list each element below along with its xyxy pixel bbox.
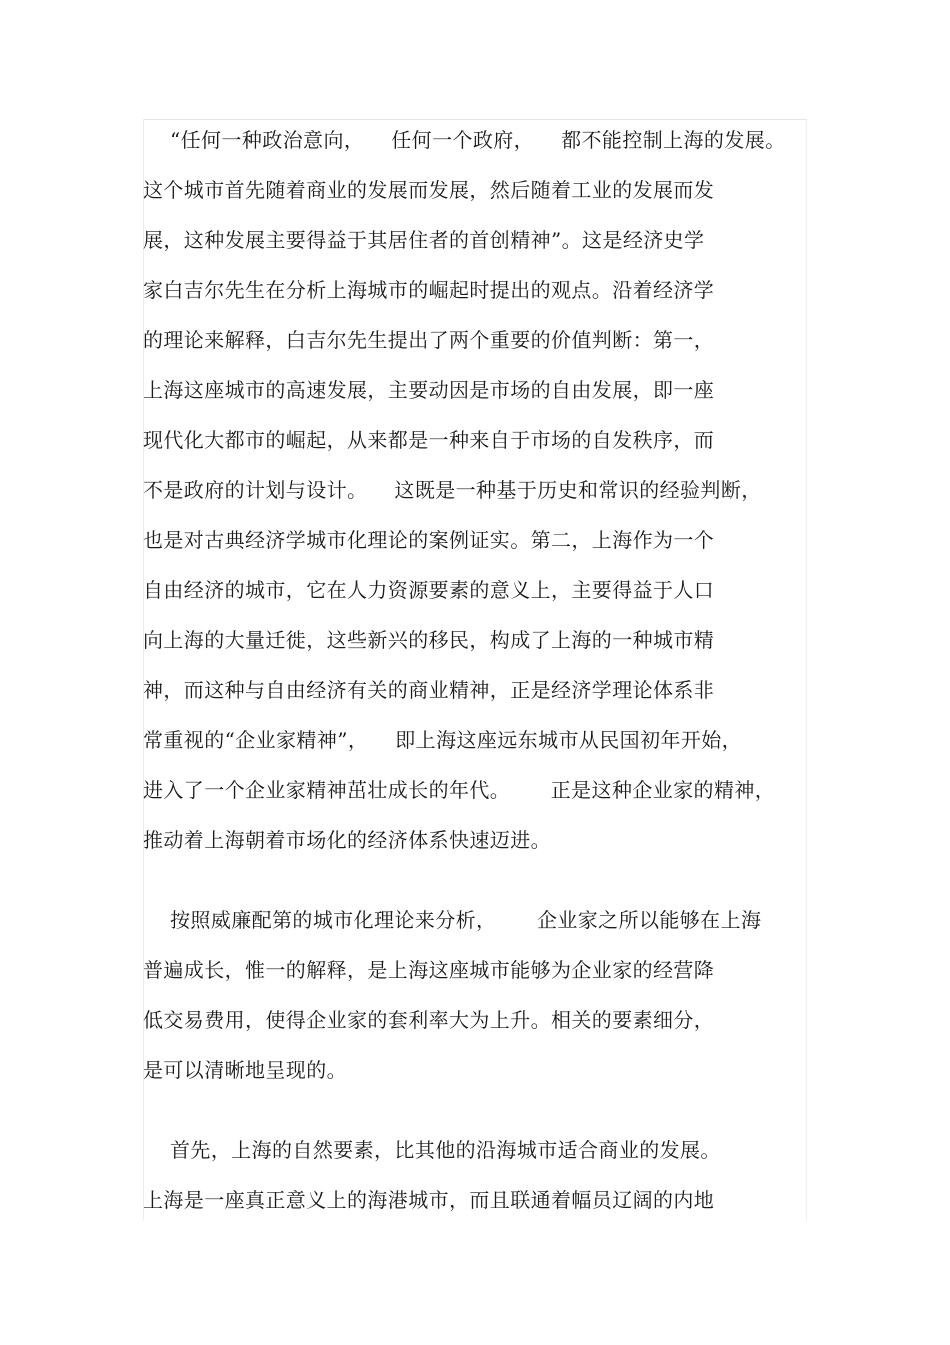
paragraph-2-line-3: 低交易费用，使得企业家的套利率大为上升。相关的要素细分， bbox=[143, 1008, 715, 1032]
paragraph-1-line-13: 常重视的“企业家精神”， 即上海这座远东城市从民国初年开始， bbox=[143, 728, 743, 752]
paragraph-2-line-2: 普遍成长，惟一的解释，是上海这座城市能够为企业家的经营降 bbox=[143, 958, 715, 982]
paragraph-1-line-2: 这个城市首先随着商业的发展而发展，然后随着工业的发展而发 bbox=[143, 178, 715, 202]
paragraph-1-line-7: 现代化大都市的崛起，从来都是一种来自于市场的自发秩序，而 bbox=[143, 428, 715, 452]
paragraph-1-line-12: 神，而这种与自由经济有关的商业精神，正是经济学理论体系非 bbox=[143, 678, 715, 702]
paragraph-1-line-8: 不是政府的计划与设计。 这既是一种基于历史和常识的经验判断， bbox=[143, 478, 762, 502]
paragraph-2-line-4: 是可以清晰地呈现的。 bbox=[143, 1058, 347, 1082]
paragraph-1-line-11: 向上海的大量迁徙，这些新兴的移民，构成了上海的一种城市精 bbox=[143, 628, 715, 652]
paragraph-1-line-9: 也是对古典经济学城市化理论的案例证实。第二，上海作为一个 bbox=[143, 528, 715, 552]
paragraph-1-line-15: 推动着上海朝着市场化的经济体系快速迈进。 bbox=[143, 828, 551, 852]
paragraph-1-line-5: 的理论来解释，白吉尔先生提出了两个重要的价值判断：第一， bbox=[143, 328, 715, 352]
paragraph-3-line-1: 首先，上海的自然要素，比其他的沿海城市适合商业的发展。 bbox=[143, 1138, 721, 1162]
paragraph-1-line-4: 家白吉尔先生在分析上海城市的崛起时提出的观点。沿着经济学 bbox=[143, 278, 715, 302]
paragraph-1-line-14: 进入了一个企业家精神茁壮成长的年代。 正是这种企业家的精神， bbox=[143, 778, 776, 802]
paragraph-1-line-3: 展，这种发展主要得益于其居住者的首创精神”。这是经济史学 bbox=[143, 228, 705, 252]
paragraph-3-line-2: 上海是一座真正意义上的海港城市，而且联通着幅员辽阔的内地 bbox=[143, 1188, 715, 1212]
paragraph-1-line-6: 上海这座城市的高速发展，主要动因是市场的自由发展，即一座 bbox=[143, 378, 715, 402]
paragraph-1-line-10: 自由经济的城市，它在人力资源要素的意义上，主要得益于人口 bbox=[143, 578, 715, 602]
paragraph-2-line-1: 按照威廉配第的城市化理论来分析， 企业家之所以能够在上海 bbox=[143, 908, 762, 932]
paragraph-1-line-1: “任何一种政治意向， 任何一个政府， 都不能控制上海的发展。 bbox=[143, 128, 786, 152]
